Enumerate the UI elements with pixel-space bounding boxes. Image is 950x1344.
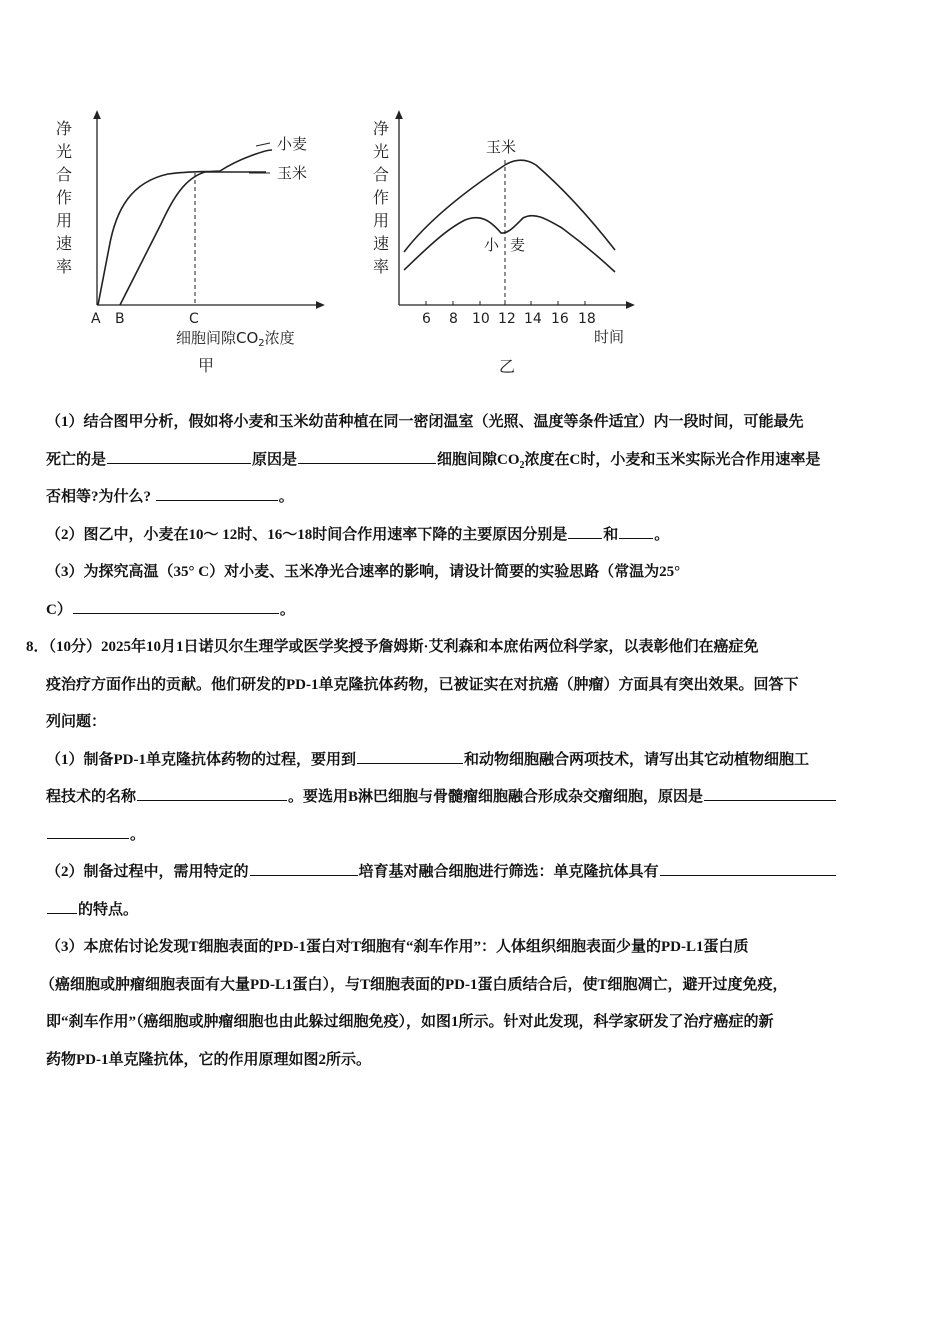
figure-svg [40, 100, 660, 390]
q7-1-reason-label: 原因是 [252, 451, 298, 468]
q7-1-end: 。 [278, 489, 294, 505]
corn-curve-jia [120, 172, 266, 305]
q8-intro-line2: 疫治疗方面作出的贡献。他们研发的PD-1单克隆抗体药物，已被证实在对抗癌（肿瘤）方面具有突出效果。回答下 [46, 676, 799, 693]
q8-1-line1 [46, 742, 904, 780]
q8-1-end: 。 [130, 826, 146, 843]
yi-ylabel-1: 光 [373, 142, 390, 161]
questions [26, 404, 904, 1079]
q7-1-co2-sub: 2 [519, 459, 525, 471]
answer-blank[interactable] [298, 447, 436, 464]
wheat-label-yi-2: 麦 [510, 236, 526, 254]
q8-2-line1 [46, 854, 904, 892]
jia-ylabel-4: 用 [56, 211, 73, 230]
yi-ylabel-3: 作 [373, 188, 390, 207]
q7-3-line2 [46, 592, 904, 630]
answer-blank[interactable] [619, 522, 653, 539]
figures [40, 100, 660, 390]
corn-label-jia: 玉米 [277, 164, 308, 182]
q7-1-line1: （1）结合图甲分析，假如将小麦和玉米幼苗种植在同一密闭温室（光照、温度等条件适宜）内一段时间，可能最先 [46, 414, 804, 430]
yi-caption: 乙 [499, 357, 516, 376]
answer-blank[interactable] [250, 859, 358, 876]
answer-blank[interactable] [568, 522, 602, 539]
q8-2-end: 的特点。 [78, 901, 139, 918]
q7-1-lead: 死亡的是 [46, 451, 107, 468]
jia-ylabel-3: 作 [56, 188, 73, 207]
q8-1-text3: 程技术的名称 [46, 789, 137, 805]
tick-c: C [189, 311, 199, 327]
q8-3-line4: 药物PD-1单克隆抗体，它的作用原理如图2所示。 [46, 1051, 371, 1068]
yi-ylabel-5: 速 [373, 234, 390, 253]
yi-tick-14: 14 [524, 311, 542, 327]
q8-3-line1: （3）本庶佑讨论发现T细胞表面的PD-1蛋白对T细胞有“刹车作用”：人体组织细胞表面少量的PD-L1蛋白质 [46, 939, 749, 955]
jia-ylabel-1: 光 [56, 142, 73, 161]
q7-1-line2 [46, 442, 904, 480]
q7-1-why: 否相等?为什么? [46, 489, 152, 505]
q8-2-text: （2）制备过程中，需用特定的 [46, 864, 249, 880]
q7-2-end: 。 [654, 526, 670, 543]
q7-2-and: 和 [603, 526, 619, 543]
answer-blank[interactable] [704, 784, 836, 801]
yi-xlabel: 时间 [594, 328, 625, 346]
jia-ylabel-0: 净 [56, 119, 73, 138]
jia-ylabel-2: 合 [56, 165, 73, 184]
q8-1-line3 [46, 817, 904, 855]
answer-blank[interactable] [156, 484, 278, 501]
yi-tick-6: 6 [422, 311, 431, 327]
q8-3-line2: （癌细胞或肿瘤细胞表面有大量PD-L1蛋白），与T细胞表面的PD-1蛋白质结合后，使T细胞凋亡，避开过度免疫， [40, 976, 788, 993]
q7-1-co2-rest: 浓度在C时，小麦和玉米实际光合作用速率是 [524, 451, 821, 468]
wheat-label-jia: 小麦 [277, 135, 308, 153]
q7-3-c: C） [46, 601, 72, 618]
yi-ylabel-0: 净 [373, 119, 390, 138]
yi-ylabel-4: 用 [373, 211, 390, 230]
answer-blank[interactable] [47, 897, 77, 914]
answer-blank[interactable] [73, 597, 279, 614]
figure-jia [56, 114, 321, 375]
tick-a: A [91, 311, 101, 327]
q8-1-text: （1）制备PD-1单克隆抗体药物的过程，要用到 [46, 751, 356, 768]
q7-2 [46, 517, 904, 555]
wheat-curve-jia [98, 150, 272, 305]
q8-1-line2 [46, 779, 904, 817]
answer-blank[interactable] [47, 822, 129, 839]
q7-1-co2-label: 细胞间隙CO [437, 451, 520, 468]
jia-ylabel-6: 率 [56, 257, 73, 276]
yi-tick-16: 16 [551, 311, 569, 327]
q8-2-text2: 培育基对融合细胞进行筛选：单克隆抗体具有 [358, 864, 659, 880]
q7-3-line1: （3）为探究高温（35° C）对小麦、玉米净光合速率的影响，请设计简要的实验思路（常温为25° [46, 564, 681, 580]
figure-yi [373, 114, 631, 376]
corn-label-yi: 玉米 [486, 138, 517, 156]
jia-xlabel: 细胞间隙$CO_2$浓度 [176, 329, 295, 349]
yi-tick-18: 18 [578, 311, 596, 327]
wheat-leader-jia [256, 143, 270, 146]
jia-ylabel-5: 速 [56, 234, 73, 253]
q8-intro-line1: 8．（10分）2025年10月1日诺贝尔生理学或医学奖授予詹姆斯·艾利森和本庶佑两位科学家，以表彰他们在癌症免 [26, 639, 759, 655]
tick-b: B [115, 311, 125, 327]
jia-caption: 甲 [198, 356, 215, 375]
q7-1-line3 [46, 479, 904, 517]
answer-blank[interactable] [107, 447, 251, 464]
q8-2-line2 [46, 892, 904, 930]
yi-tick-10: 10 [472, 311, 490, 327]
answer-blank[interactable] [660, 859, 836, 876]
q8-3-line3: 即“刹车作用”（癌细胞或肿瘤细胞也由此躲过细胞免疫），如图1所示。针对此发现，科学家研发了治疗癌症的新 [46, 1014, 774, 1030]
wheat-label-yi-1: 小 [484, 236, 500, 254]
yi-ylabel-2: 合 [373, 165, 390, 184]
q7-3-end: 。 [279, 601, 295, 618]
q8-1-text2: 和动物细胞融合两项技术，请写出其它动植物细胞工 [464, 751, 810, 768]
yi-tick-12: 12 [498, 311, 516, 327]
answer-blank[interactable] [357, 747, 463, 764]
answer-blank[interactable] [137, 784, 287, 801]
q8-1-text4: 。要选用B淋巴细胞与骨髓瘤细胞融合形成杂交瘤细胞，原因是 [288, 789, 704, 805]
yi-tick-8: 8 [449, 311, 458, 327]
q7-2-text: （2）图乙中，小麦在10～ 12时、16～18时间合作用速率下降的主要原因分别是 [46, 526, 568, 543]
q8-intro-line3: 列问题： [46, 714, 107, 730]
yi-ylabel-6: 率 [373, 257, 390, 276]
